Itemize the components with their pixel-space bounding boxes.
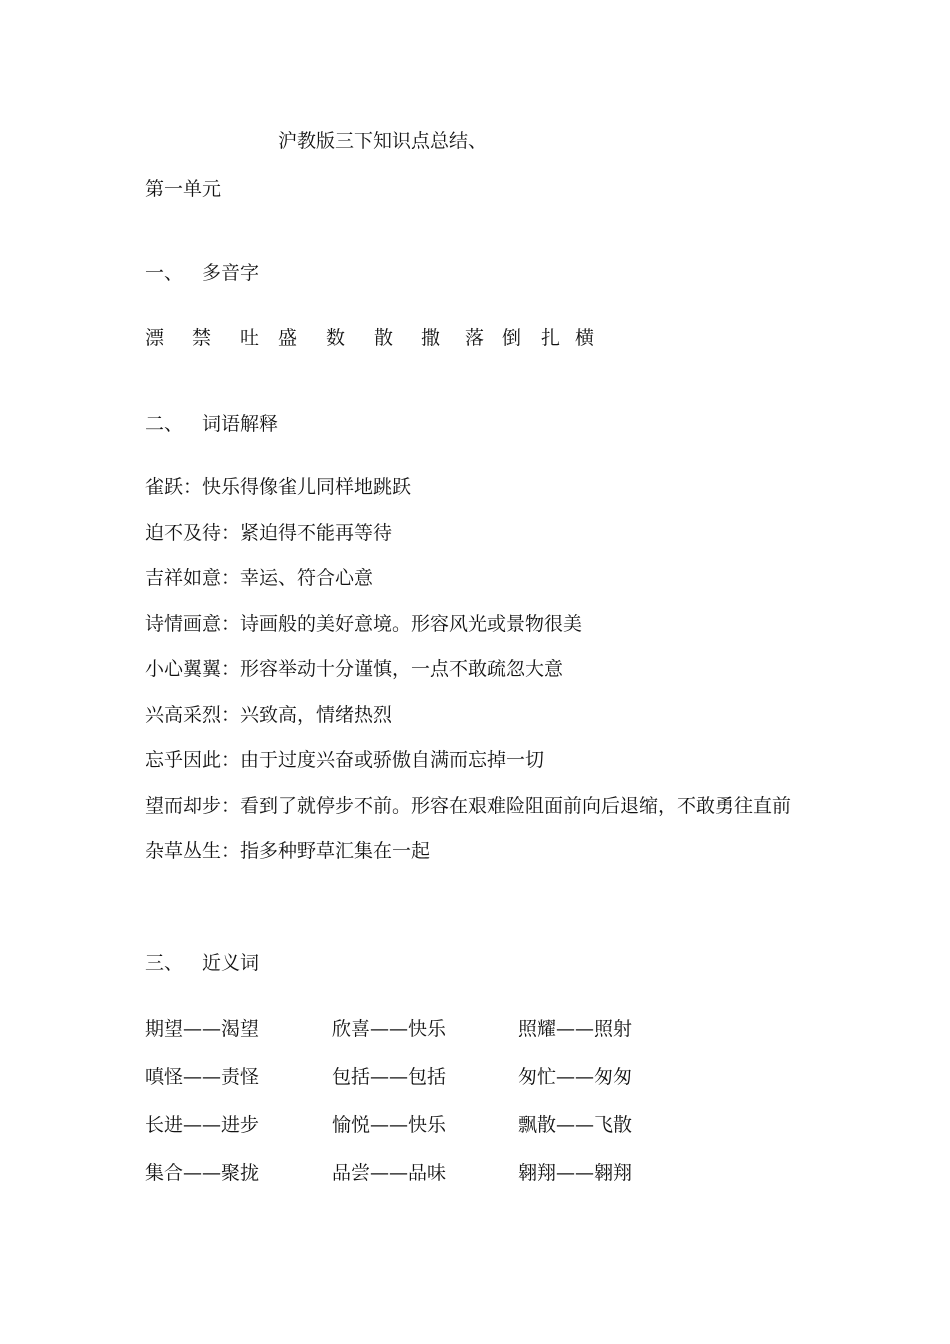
synonym-pair: 长进——进步 — [145, 1114, 260, 1136]
section-label: 近义词 — [202, 952, 260, 974]
unit-heading: 第一单元 — [145, 178, 222, 200]
definition-item: 忘乎因此：由于过度兴奋或骄傲自满而忘掉一切 — [145, 749, 545, 771]
synonym-row — [145, 1158, 665, 1206]
polyphonic-character: 撒 — [421, 327, 441, 349]
synonym-pair: 嗔怪——责怪 — [145, 1066, 260, 1088]
synonym-row — [145, 1110, 665, 1158]
synonym-pair: 匆忙——匆匆 — [518, 1066, 633, 1088]
polyphonic-character: 散 — [374, 327, 394, 349]
definition-item: 诗情画意：诗画般的美好意境。形容风光或景物很美 — [145, 612, 583, 635]
polyphonic-character: 禁 — [192, 327, 212, 349]
section-label: 多音字 — [202, 262, 260, 284]
section-label: 词语解释 — [202, 413, 279, 435]
document-title: 沪教版三下知识点总结、 — [278, 130, 488, 152]
definition-item: 小心翼翼：形容举动十分谨慎，一点不敢疏忽大意 — [145, 658, 564, 680]
polyphonic-character: 倒 — [502, 327, 522, 349]
synonym-pair: 照耀——照射 — [518, 1018, 633, 1040]
synonym-pair: 集合——聚拢 — [145, 1162, 260, 1184]
synonym-pair: 飘散——飞散 — [518, 1114, 633, 1136]
definition-item: 吉祥如意：幸运、符合心意 — [145, 567, 374, 589]
polyphonic-character: 扎 — [541, 327, 561, 349]
section-number: 一、 — [145, 262, 184, 284]
definition-item: 迫不及待：紧迫得不能再等待 — [145, 521, 393, 544]
definition-item: 望而却步：看到了就停步不前。形容在艰难险阻面前向后退缩，不敢勇往直前 — [145, 794, 792, 817]
synonym-row — [145, 1062, 665, 1110]
polyphonic-character-list — [145, 323, 625, 347]
definition-item: 杂草丛生：指多种野草汇集在一起 — [145, 840, 431, 862]
definition-list — [145, 475, 791, 885]
synonym-table — [145, 1014, 665, 1206]
synonym-pair: 包括——包括 — [332, 1066, 447, 1088]
definition-item: 雀跃：快乐得像雀儿同样地跳跃 — [145, 476, 412, 498]
section-heading-polyphonic — [145, 258, 259, 285]
polyphonic-character: 吐 — [240, 327, 260, 349]
section-number: 二、 — [145, 413, 184, 435]
polyphonic-character: 数 — [326, 327, 346, 349]
polyphonic-character: 漂 — [145, 327, 165, 349]
synonym-row — [145, 1014, 665, 1062]
section-heading-definitions — [145, 409, 278, 436]
polyphonic-character: 盛 — [278, 327, 298, 349]
section-heading-synonyms — [145, 948, 259, 975]
synonym-pair: 欣喜——快乐 — [332, 1018, 447, 1040]
synonym-pair: 期望——渴望 — [145, 1018, 260, 1040]
polyphonic-character: 落 — [465, 327, 485, 349]
polyphonic-character: 横 — [575, 327, 595, 349]
definition-item: 兴高采烈：兴致高，情绪热烈 — [145, 703, 393, 726]
synonym-pair: 品尝——品味 — [332, 1162, 447, 1184]
section-number: 三、 — [145, 952, 184, 974]
synonym-pair: 翱翔——翱翔 — [518, 1162, 633, 1184]
synonym-pair: 愉悦——快乐 — [332, 1114, 447, 1136]
